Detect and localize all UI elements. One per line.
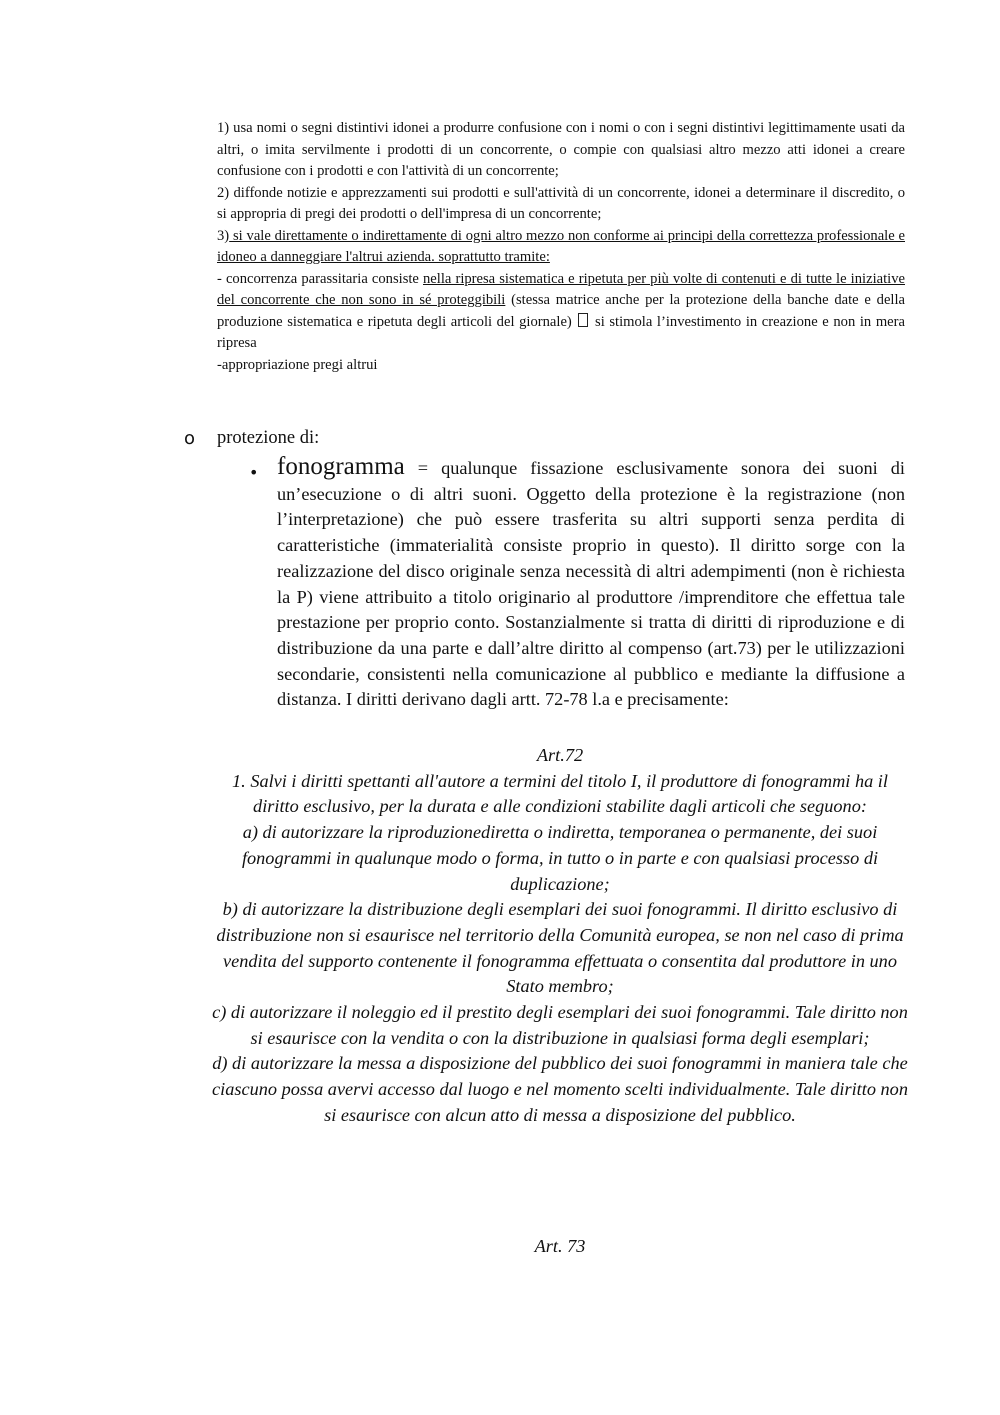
paragraph-item-2: 2) diffonde notizie e apprezzamenti sui prodotti e sull'attività di un concorrente, idonei a determinare il discredito, o si appropria di pregi dei prodotti o dell'impresa di un concorrente; (217, 184, 905, 222)
art72-block (212, 743, 908, 1129)
art72-item-a: a) di autorizzare la riproduzionediretta o indiretta, temporanea o permanente, dei suoi fonogrammi in qualunque modo o forma, in tutto o in parte e con qualsiasi processo di duplicazione; (241, 822, 879, 894)
art72-item-c: c) di autorizzare il noleggio ed il prestito degli esemplari dei suoi fonogrammi. Tale diritto non si esaurisce con la vendita o con la distribuzione in qualsiasi forma degli esemplari; (212, 1002, 908, 1048)
paragraph-item-1: 1) usa nomi o segni distintivi idonei a produrre confusione con i nomi o con i segni distintivi legittimamente usati da altri, o imita servilmente i prodotti di un concorrente, o compie con qualsiasi altro mezzo atti idonei a creare confusione con i prodotti e con l'attività di un concorrente; (217, 120, 905, 179)
parassitaria-underlined: nella ripresa sistematica e ripetuta per più volte di contenuti e di tutte le iniziative del concorrente che non sono in sé proteggibili (217, 270, 905, 308)
art72-item-d: d) di autorizzare la messa a disposizione del pubblico dei suoi fonogrammi in maniera tale che ciascuno possa avervi accesso dal luogo e nel momento scelti individualmente. Tale diritto non si esaurisce con alcun atto di messa a disposizione del pubblico. (212, 1053, 908, 1125)
item-3-prefix: 3) (217, 227, 230, 244)
outline-level1-label: protezione di: (217, 428, 320, 448)
art73-title: Art. 73 (534, 1236, 586, 1256)
paragraph-item-3 (217, 226, 905, 269)
small-text-block (217, 118, 905, 376)
item-3-underlined: si vale direttamente o indirettamente di ogni altro mezzo non conforme ai principi della correttezza professionale e idoneo a danneggiare l'altrui azienda. soprattutto tramite: (217, 227, 905, 265)
parassitaria-end: si stimola l’investimento in creazione e non in mera ripresa (217, 313, 905, 351)
paragraph-concorrenza-parassitaria (217, 269, 905, 355)
fonogramma-paragraph (277, 454, 905, 713)
parassitaria-rest: (stessa matrice anche per la protezione della banche date e della produzione sistematica e ripetuta degli articoli del giornale) (217, 292, 906, 330)
art72-item-b: b) di autorizzare la distribuzione degli esemplari dei suoi fonogrammi. Il diritto esclusivo di distribuzione non si esaurisce nel territorio della Comunità europea, se non nel caso di prima vendita del supporto contenente il fonogramma effettuata o consentita dal produttore in uno Stato membro; (216, 899, 904, 997)
art72-title: Art.72 (536, 745, 584, 765)
paragraph-appropriazione: -appropriazione pregi altrui (217, 356, 378, 373)
parassitaria-prefix: - concorrenza parassitaria consiste (217, 270, 423, 287)
hollow-circle-bullet-icon: o (184, 428, 196, 449)
missing-glyph-icon (578, 313, 588, 327)
fonogramma-definition: = qualunque fissazione esclusivamente sonora dei suoni di un’esecuzione o di altri suoni. Oggetto della protezione è la registrazione (non l’interpretazione) che può essere trasferita su altri supporti senza perdita di caratteristiche (immaterialità consiste proprio in questo). Il diritto sorge con la realizzazione del disco originale senza necessità di altri adempimenti (non è richiesta la P) viene attribuito a titolo originario al produttore /imprenditore che effettua tale prestazione per proprio conto. Sostanzialmente si tratta di diritti di riproduzione e di distribuzione da una parte e dall’altre diritto al compenso (art.73) per le utilizzazioni secondarie, consistenti nella comunicazione al pubblico e mediante la diffusione a distanza. I diritti derivano dagli artt. 72-78 l.a e precisamente: (277, 458, 905, 710)
fonogramma-term: fonogramma (277, 453, 405, 480)
art72-paragraph-1: 1. Salvi i diritti spettanti all'autore a termini del titolo I, il produttore di fonogrammi ha il diritto esclusivo, per la durata e alle condizioni stabilite dagli articoli che seguono: (232, 770, 888, 817)
bullet-dot-icon: • (249, 463, 259, 482)
